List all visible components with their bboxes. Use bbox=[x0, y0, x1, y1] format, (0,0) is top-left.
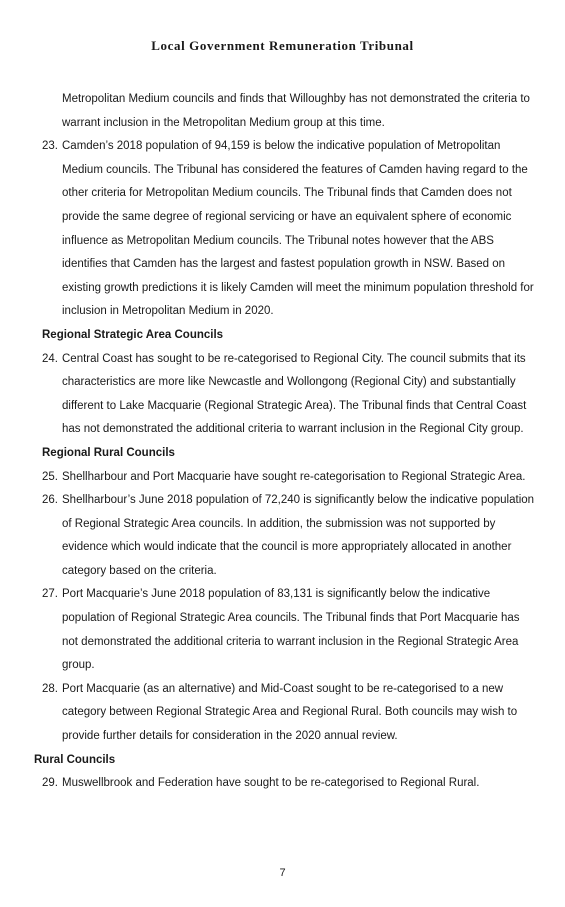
item-text: Camden’s 2018 population of 94,159 is below the indicative population of Metropolitan Medium councils. The Tribunal has considered the features of Camden having regard to the other criteria for Metropolitan Medium councils. The Tribunal finds that Camden does not provide the same degree of regional servicing or have an equivalent sphere of economic influence as Metropolitan Medium councils. The Tribunal notes however that the ABS identifies that Camden has the largest and fastest population growth in NSW. Based on existing growth predictions it is likely Camden will meet the minimum population threshold for inclusion in Metropolitan Medium in 2020. bbox=[62, 140, 534, 318]
section-heading-regional-strategic: Regional Strategic Area Councils bbox=[42, 328, 224, 341]
page-number: 7 bbox=[279, 867, 286, 879]
list-item-27 bbox=[0, 583, 565, 677]
item-number: 26. bbox=[42, 494, 58, 507]
item-number: 23. bbox=[42, 140, 58, 153]
list-item-24 bbox=[0, 348, 565, 442]
item-number: 29. bbox=[42, 777, 58, 790]
item-text: Shellharbour and Port Macquarie have sought re-categorisation to Regional Strategic Area. bbox=[62, 470, 526, 483]
list-item-23 bbox=[0, 135, 565, 324]
item-number: 25. bbox=[42, 470, 58, 483]
document-body bbox=[0, 88, 565, 796]
page-header-title: Local Government Remuneration Tribunal bbox=[151, 38, 414, 53]
continuation-paragraph: Metropolitan Medium councils and finds that Willoughby has not demonstrated the criteria to warrant inclusion in the Metropolitan Medium group at this time. bbox=[62, 93, 530, 129]
section-heading-regional-rural: Regional Rural Councils bbox=[42, 446, 175, 459]
item-text: Port Macquarie’s June 2018 population of 83,131 is significantly below the indicative population of Regional Strategic Area councils. The Tribunal finds that Port Macquarie has not demonstrated the additional criteria to warrant inclusion in the Regional Strategic Area group. bbox=[62, 588, 520, 672]
item-number: 28. bbox=[42, 682, 58, 695]
item-number: 24. bbox=[42, 352, 58, 365]
list-item-26 bbox=[0, 489, 565, 583]
item-text: Central Coast has sought to be re-categorised to Regional City. The council submits that its characteristics are more like Newcastle and Wollongong (Regional City) and substantially different to Lake Macquarie (Regional Strategic Area). The Tribunal finds that Central Coast has not demonstrated the additional criteria to warrant inclusion in the Regional City group. bbox=[62, 352, 527, 436]
list-item-28 bbox=[0, 678, 565, 749]
item-text: Muswellbrook and Federation have sought to be re-categorised to Regional Rural. bbox=[62, 777, 480, 790]
list-item-25 bbox=[0, 466, 565, 490]
section-heading-rural: Rural Councils bbox=[34, 753, 116, 766]
item-number: 27. bbox=[42, 588, 58, 601]
item-text: Shellharbour’s June 2018 population of 72,240 is significantly below the indicative population of Regional Strategic Area councils. In addition, the submission was not supported by evidence which would indicate that the council is more appropriately allocated in another category based on the criteria. bbox=[62, 494, 535, 577]
item-text: Port Macquarie (as an alternative) and Mid-Coast sought to be re-categorised to a new category between Regional Strategic Area and Regional Rural. Both councils may wish to provide further details for consideration in the 2020 annual review. bbox=[62, 682, 518, 743]
list-item-29 bbox=[0, 772, 565, 796]
